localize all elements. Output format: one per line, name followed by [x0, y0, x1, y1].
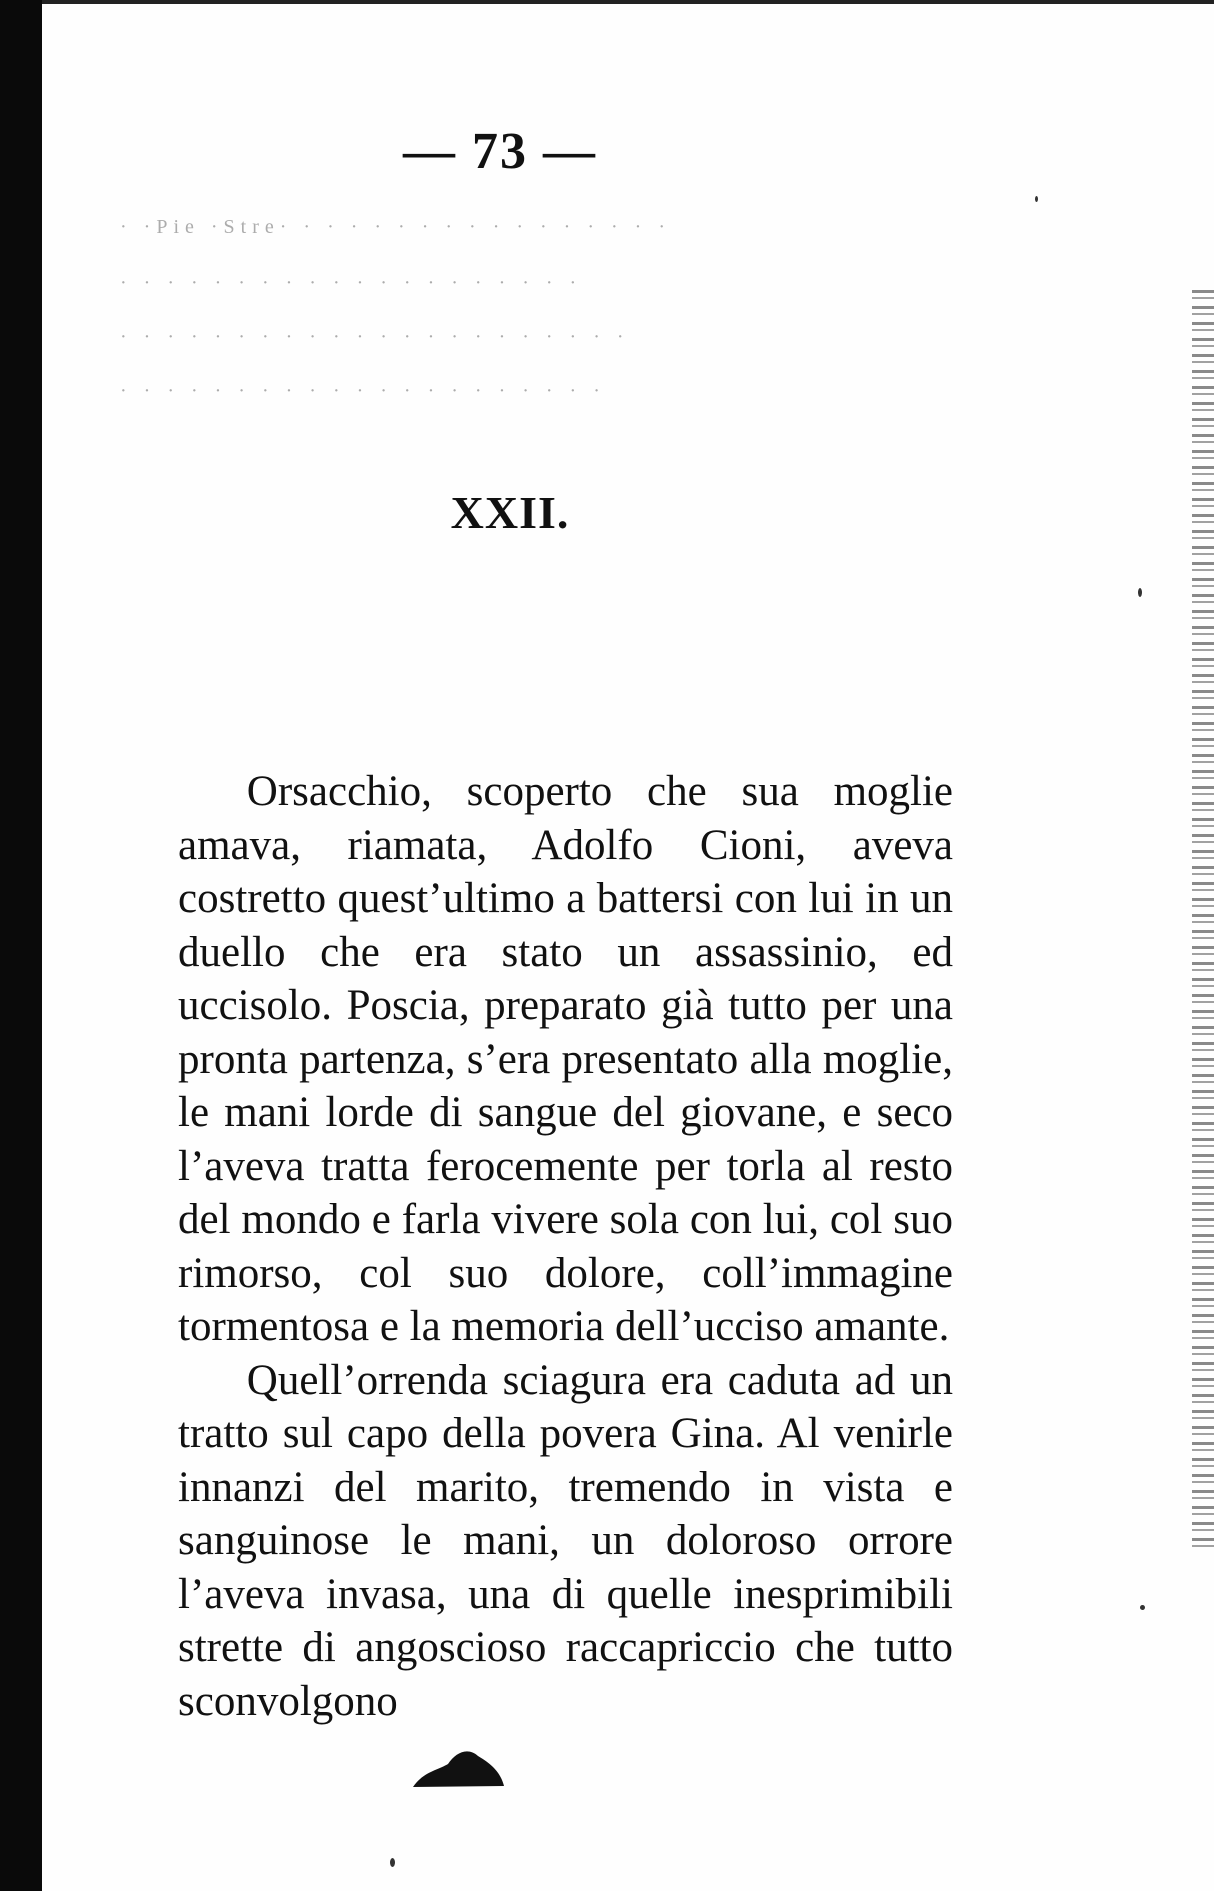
bleed-through-line: · · · · · · · · · · · · · · · · · · · ·: [120, 272, 583, 294]
print-speck: [1138, 588, 1142, 597]
chapter-heading: XXII.: [450, 487, 570, 538]
binding-shadow: [0, 0, 42, 1891]
paragraph: Orsacchio, scoperto che sua moglie amava, riamata, Adolfo Cioni, aveva costretto quest’ultimo a battersi con lui in un duello che era stato un assassinio, ed uccisolo. Poscia, preparato già tutto per una pronta partenza, s’era presentato alla moglie, le mani lorde di sangue del giovane, e seco l’aveva tratta ferocemente per torla al resto del mondo e farla vivere sola con lui, col suo rimorso, col suo dolore, coll’immagine tormentosa e la memoria dell’ucciso amante.: [178, 768, 953, 1350]
bleed-through-line: · ·Pie ·Stre· · · · · · · · · · · · · · · · ·: [120, 216, 671, 238]
print-speck: [1035, 196, 1038, 202]
bleed-through-line: · · · · · · · · · · · · · · · · · · · · · ·: [120, 326, 630, 348]
print-speck: [390, 1858, 395, 1867]
body-text: [178, 765, 953, 1728]
print-speck: [1140, 1605, 1145, 1610]
paragraph: Quell’orrenda sciagura era caduta ad un tratto sul capo della povera Gina. Al venirle innanzi del marito, tremendo in vista e sanguinose le mani, un doloroso orrore l’aveva invasa, una di quelle inesprimibili strette di angoscioso raccapriccio che tutto sconvolgono: [178, 1356, 953, 1725]
top-edge-rule: [0, 0, 1214, 4]
bleed-through-line: · · · · · · · · · · · · · · · · · · · · ·: [120, 380, 606, 402]
ink-blot-ornament: [408, 1742, 508, 1792]
page-number: — 73 —: [403, 123, 597, 180]
page-edge-stack: [1192, 290, 1214, 1550]
